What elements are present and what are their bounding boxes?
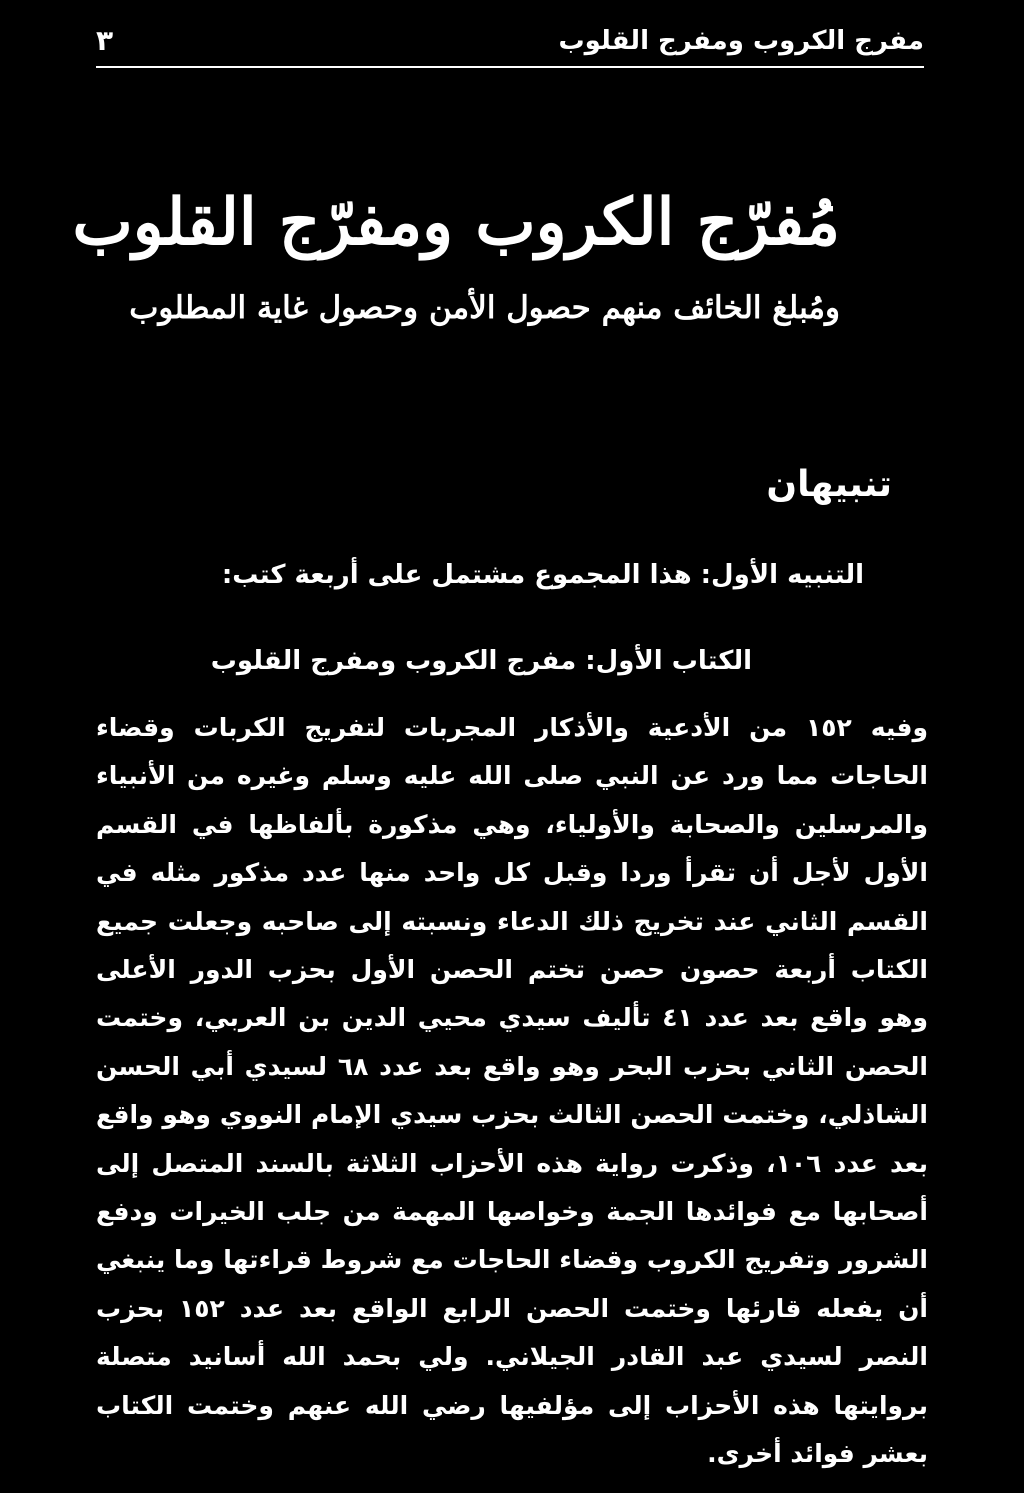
first-notice: التنبيه الأول: هذا المجموع مشتمل على أربعة كتب:	[221, 560, 864, 590]
subtitle: ومُبلغ الخائف منهم حصول الأمن وحصول غاية المطلوب	[129, 290, 840, 326]
running-title: مفرج الكروب ومفرج القلوب	[558, 26, 924, 56]
running-header	[96, 22, 924, 68]
notice-heading: تنبيهان	[766, 464, 892, 505]
title-calligraphy	[72, 168, 840, 368]
main-title: مُفرّج الكروب ومفرّج القلوب	[72, 185, 840, 260]
first-book-title: الكتاب الأول: مفرج الكروب ومفرج القلوب	[210, 646, 752, 676]
body-paragraph: وفيه ١٥٢ من الأدعية والأذكار المجربات لتفريج الكربات وقضاء الحاجات مما ورد عن النبي صلى الله عليه وسلم وغيره من الأنبياء والمرسلين والصحابة والأولياء، وهي مذكورة بألفاظها في القسم الأول لأجل أن تقرأ وردا وقبل كل واحد منها عدد مذكور مثله في القسم الثاني عند تخريج ذلك الدعاء ونسبته إلى صاحبه وجعلت جميع الكتاب أربعة حصون حصن تختم الحصن الأول بحزب الدور الأعلى وهو واقع بعد عدد ٤١ تأليف سيدي محيي الدين بن العربي، وختمت الحصن الثاني بحزب البحر وهو واقع بعد عدد ٦٨ لسيدي أبي الحسن الشاذلي، وختمت الحصن الثالث بحزب سيدي الإمام النووي وهو واقع بعد عدد ١٠٦، وذكرت رواية هذه الأحزاب الثلاثة بالسند المتصل إلى أصحابها مع فوائدها الجمة وخواصها المهمة من جلب الخيرات ودفع الشرور وتفريج الكروب وقضاء الحاجات مع شروط قراءتها وما ينبغي أن يفعله قارئها وختمت الحصن الرابع الواقع بعد عدد ١٥٢ بحزب النصر لسيدي عبد القادر الجيلاني. ولي بحمد الله أسانيد متصلة بروايتها هذه الأحزاب إلى مؤلفيها رضي الله عنهم وختمت الكتاب بعشر فوائد أخرى.	[96, 713, 928, 1469]
page-number: ٣	[96, 24, 114, 57]
